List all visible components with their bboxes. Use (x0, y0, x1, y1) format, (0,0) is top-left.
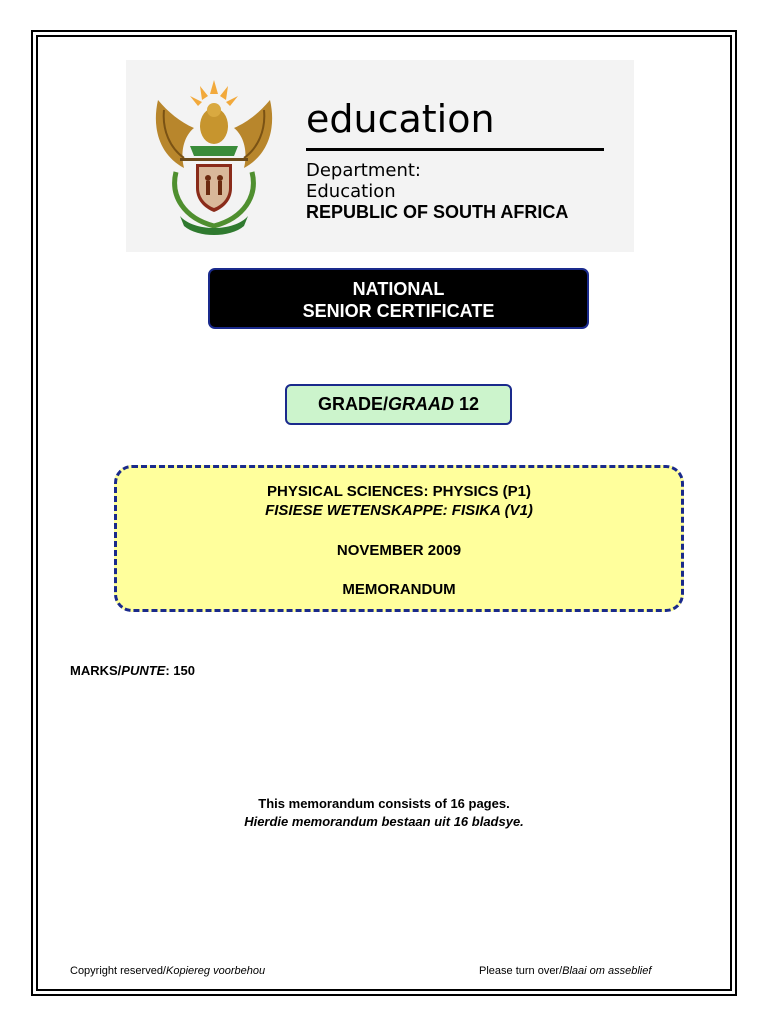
footer-turn-over-en: Please turn over/ (479, 965, 563, 977)
page-count-english: This memorandum consists of 16 pages. (258, 796, 510, 811)
subject-english: PHYSICAL SCIENCES: PHYSICS (P1) (267, 483, 531, 500)
marks-total (70, 663, 195, 678)
subject-afrikaans: FISIESE WETENSKAPPE: FISIKA (V1) (265, 502, 533, 519)
exam-date: NOVEMBER 2009 (336, 542, 462, 559)
footer-copyright-en: Copyright reserved/ (70, 965, 166, 977)
brand-rule (306, 148, 604, 151)
brand-wordmark: education (306, 97, 495, 141)
grade-number: 12 (453, 394, 480, 414)
footer-turn-over-af: Blaai om asseblief (562, 965, 652, 977)
page-count-afrikaans: Hierdie memorandum bestaan uit 16 bladsye. (244, 814, 524, 829)
document-type: MEMORANDUM (342, 581, 456, 598)
marks-label: MARKS/ (70, 663, 122, 678)
footer-copyright-af: Kopiereg voorbehou (166, 965, 266, 977)
subject-box (114, 465, 684, 612)
country-name: REPUBLIC OF SOUTH AFRICA (306, 202, 569, 222)
marks-label-afrikaans: PUNTE (121, 663, 166, 678)
department-label: Department: (306, 160, 421, 181)
footer-copyright (70, 965, 265, 977)
certificate-title-box (208, 268, 589, 329)
certificate-line2: SENIOR CERTIFICATE (302, 301, 495, 321)
grade-box (285, 384, 512, 425)
coat-of-arms-icon (150, 76, 278, 236)
certificate-line1: NATIONAL (352, 279, 445, 299)
grade-afrikaans: GRAAD (387, 394, 454, 414)
footer-turn-over (479, 965, 651, 977)
grade-prefix: GRADE/ (317, 394, 388, 414)
marks-value: : 150 (165, 663, 195, 678)
department-name: Education (306, 181, 396, 202)
